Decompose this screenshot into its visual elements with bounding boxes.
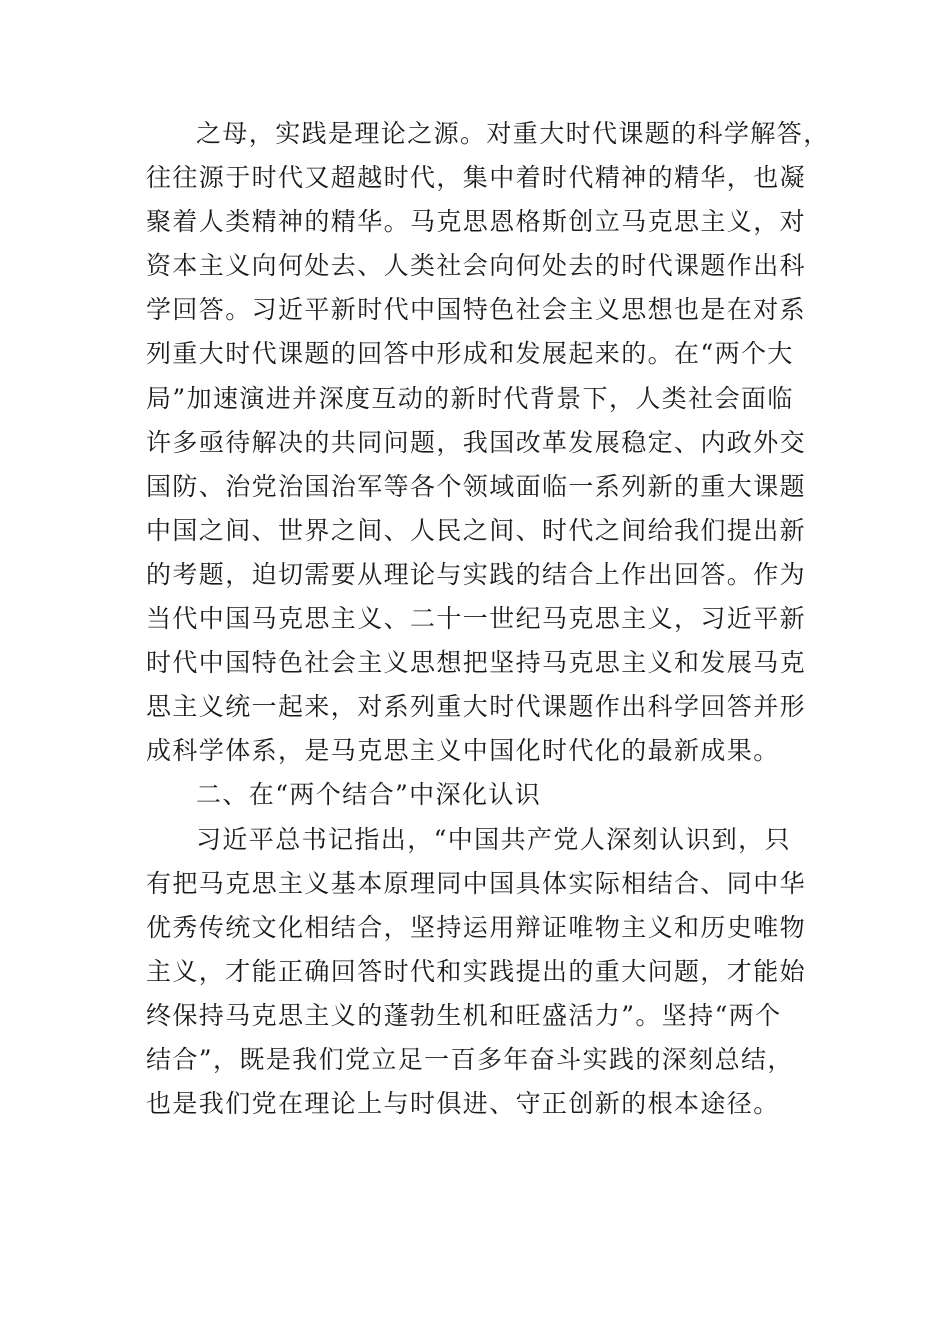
paragraph-line: 主义，才能正确回答时代和实践提出的重大问题，才能始 xyxy=(146,956,807,986)
paragraph-line: 资本主义向何处去、人类社会向何处去的时代课题作出科 xyxy=(146,251,807,281)
section-heading: 二、在“两个结合”中深化认识 xyxy=(196,780,542,810)
paragraph-line: 优秀传统文化相结合，坚持运用辩证唯物主义和历史唯物 xyxy=(146,912,807,942)
paragraph-line: 聚着人类精神的精华。马克思恩格斯创立马克思主义，对 xyxy=(146,207,807,237)
body-text xyxy=(146,112,830,1126)
paragraph-line: 当代中国马克思主义、二十一世纪马克思主义，习近平新 xyxy=(146,604,807,634)
paragraph-line: 也是我们党在理论上与时俱进、守正创新的根本途径。 xyxy=(146,1089,780,1119)
paragraph-line: 结合”，既是我们党立足一百多年奋斗实践的深刻总结， xyxy=(146,1044,794,1074)
paragraph-line: 有把马克思主义基本原理同中国具体实际相结合、同中华 xyxy=(146,868,807,898)
paragraph-line: 往往源于时代又超越时代，集中着时代精神的精华，也凝 xyxy=(146,163,807,193)
paragraph-line: 成科学体系，是马克思主义中国化时代化的最新成果。 xyxy=(146,736,780,766)
paragraph-line: 之母，实践是理论之源。对重大时代课题的科学解答， xyxy=(196,119,830,148)
paragraph-line: 思主义统一起来，对系列重大时代课题作出科学回答并形 xyxy=(146,692,807,722)
paragraph-line: 习近平总书记指出，“中国共产党人深刻认识到，只 xyxy=(196,824,791,854)
paragraph-line: 学回答。习近平新时代中国特色社会主义思想也是在对系 xyxy=(146,295,807,325)
paragraph-line: 国防、治党治国治军等各个领域面临一系列新的重大课题 xyxy=(146,471,807,501)
paragraph-line: 局”加速演进并深度互动的新时代背景下，人类社会面临 xyxy=(146,383,794,413)
paragraph-line: 时代中国特色社会主义思想把坚持马克思主义和发展马克 xyxy=(146,648,807,678)
paragraph-line: 中国之间、世界之间、人民之间、时代之间给我们提出新 xyxy=(146,515,807,545)
paragraph-line: 许多亟待解决的共同问题，我国改革发展稳定、内政外交 xyxy=(146,427,807,457)
paragraph-line: 的考题，迫切需要从理论与实践的结合上作出回答。作为 xyxy=(146,559,807,589)
paragraph-line: 终保持马克思主义的蓬勃生机和旺盛活力”。坚持“两个 xyxy=(146,1000,782,1030)
paragraph-line: 列重大时代课题的回答中形成和发展起来的。在“两个大 xyxy=(146,339,794,369)
